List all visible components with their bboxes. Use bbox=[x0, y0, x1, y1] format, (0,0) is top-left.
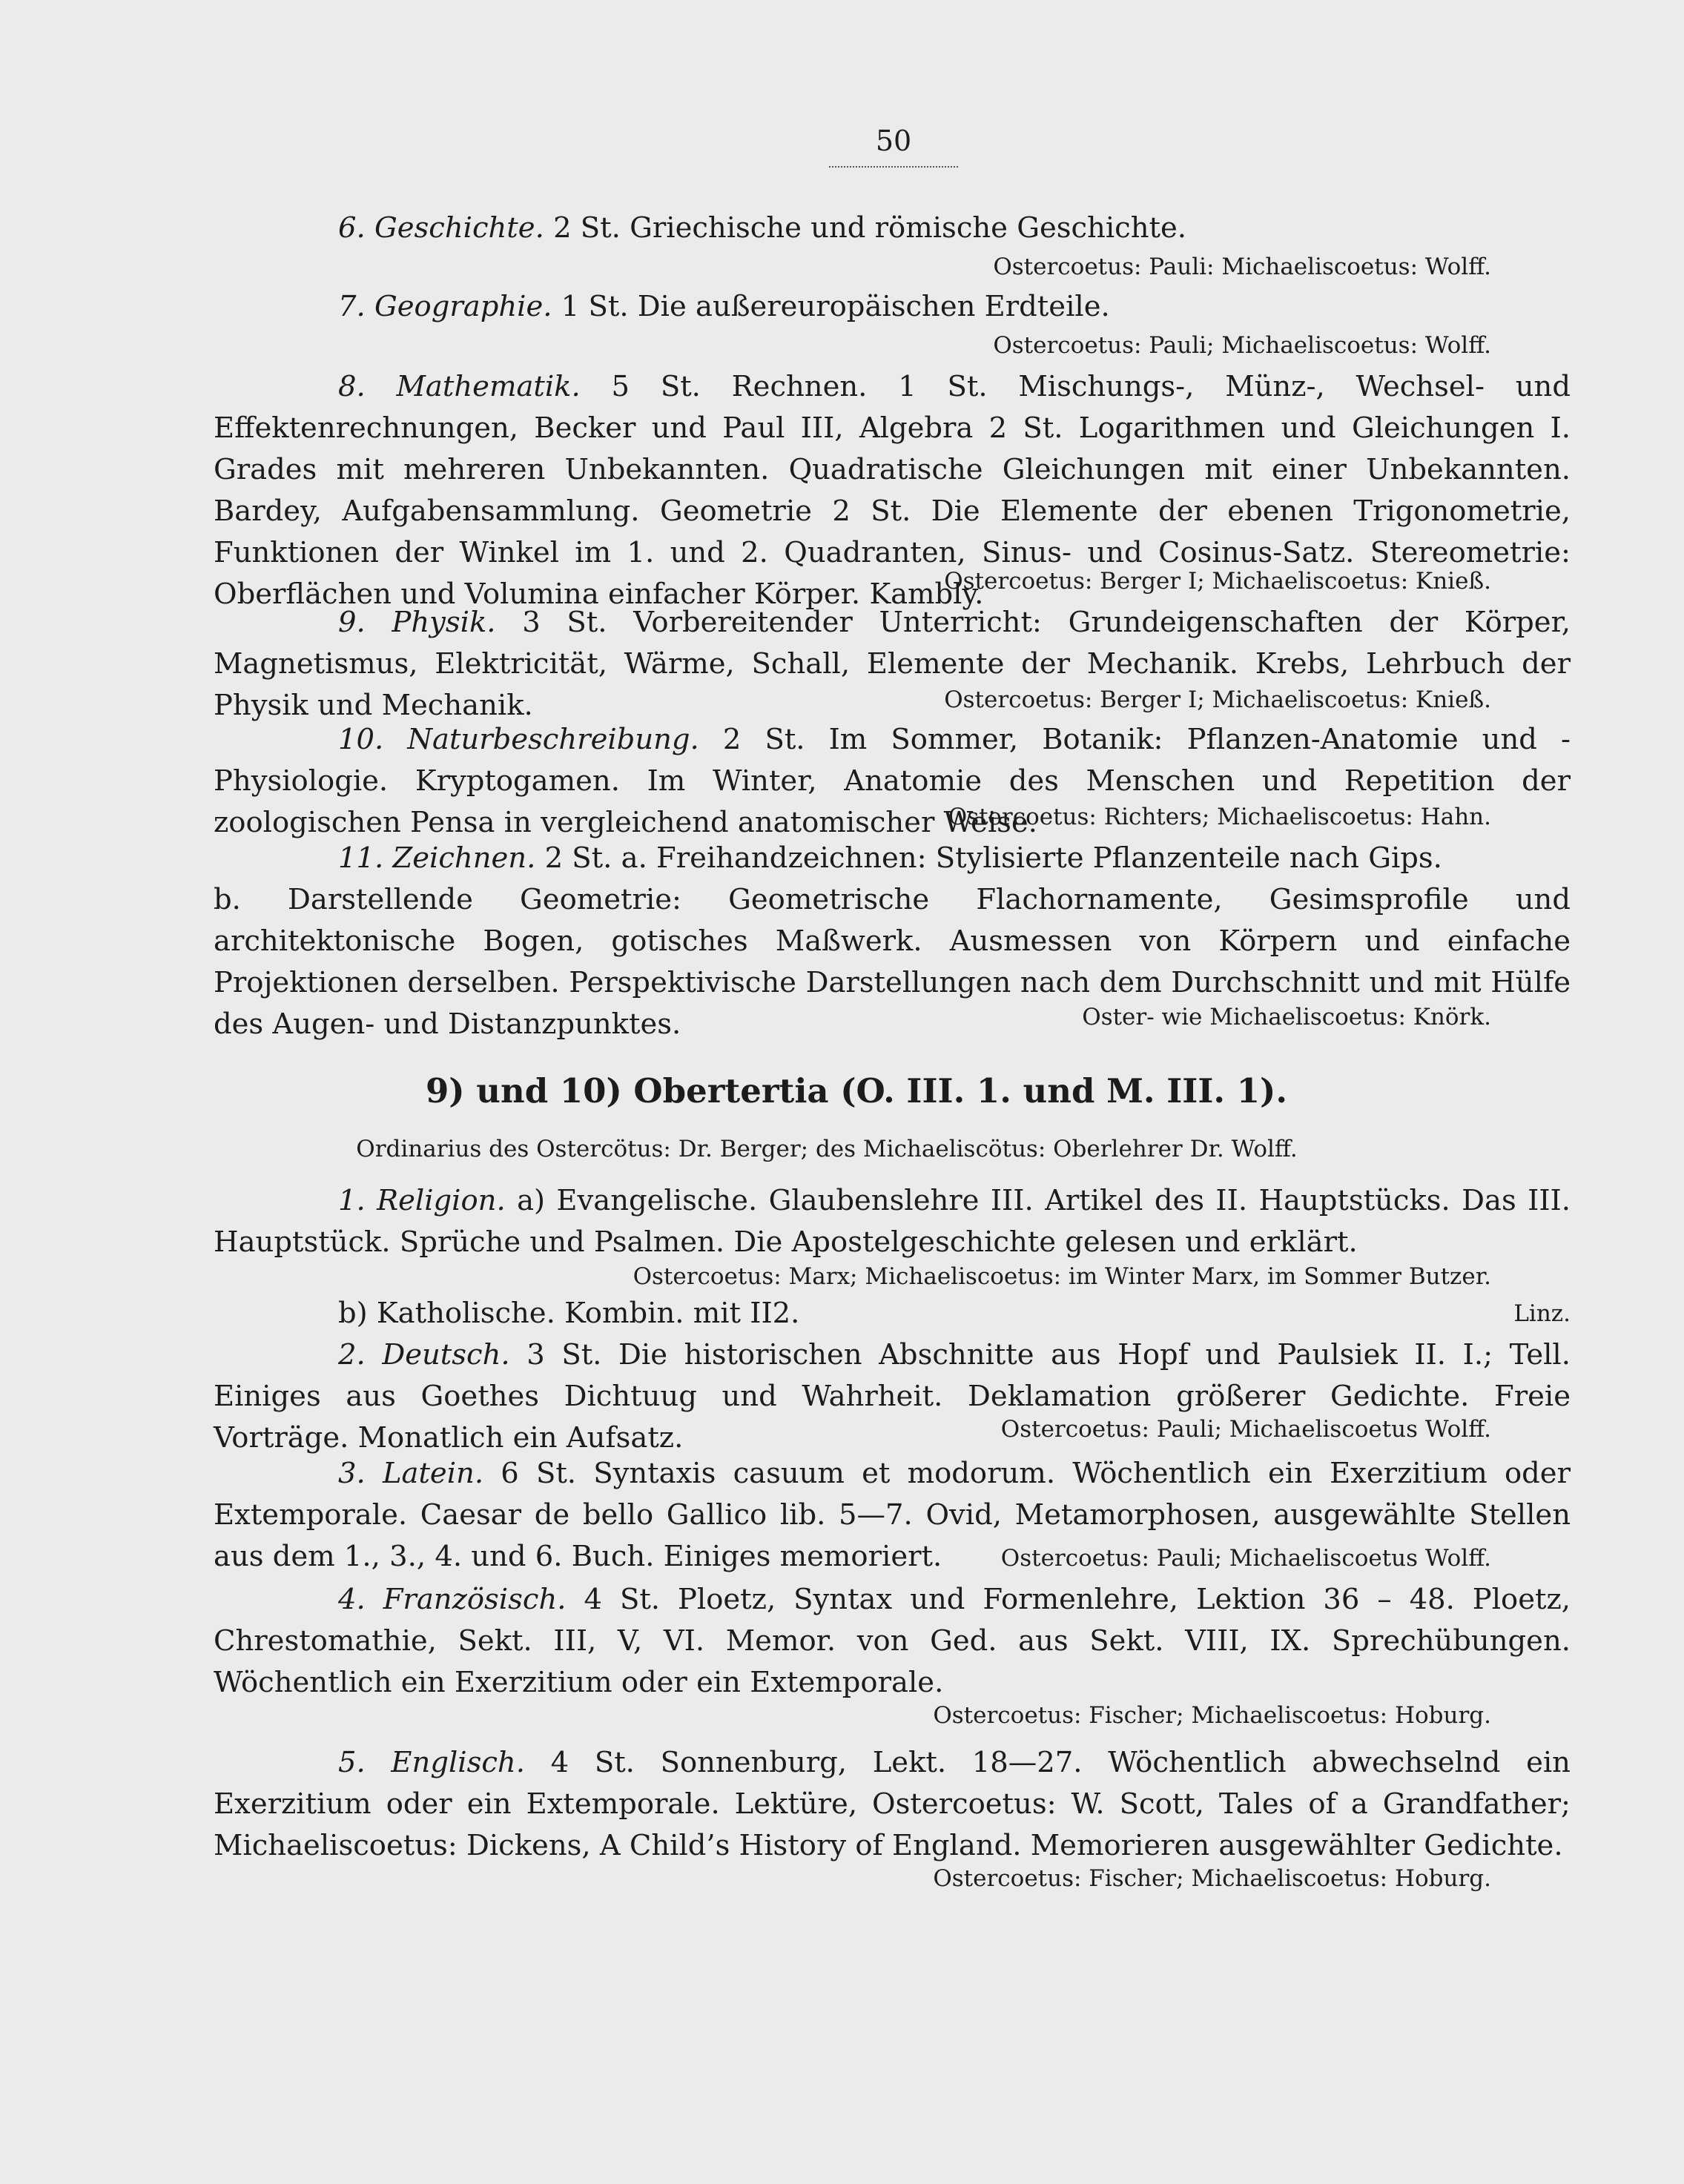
item-number: 11. bbox=[338, 841, 384, 875]
item-number: 5. bbox=[338, 1746, 366, 1779]
item-number: 7. bbox=[338, 290, 366, 323]
subject-title: Naturbeschreibung. bbox=[407, 723, 699, 756]
subject-text: 2 St. Im Sommer, Botanik: Pflanzen-Anatomie und -Physiologie. Kryptogamen. Im Winter, Anatomie des Menschen und Repetition der zoologischen Pensa in vergleichend anatomischer Weise. bbox=[214, 723, 1571, 839]
teachers-line: Ostercoetus: Pauli; Michaeliscoetus Wolff. bbox=[1000, 1416, 1491, 1443]
teachers-line: Ostercoetus: Berger I; Michaeliscoetus: Knieß. bbox=[944, 686, 1491, 713]
teachers-line: Ostercoetus: Richters; Michaeliscoetus: Hahn. bbox=[948, 804, 1491, 830]
teachers-line: Ostercoetus: Fischer; Michaeliscoetus: Hoburg. bbox=[933, 1702, 1491, 1729]
item-number: 6. bbox=[338, 211, 366, 245]
subject-text: 6 St. Syntaxis casuum et modorum. Wöchentlich ein Exerzitium oder Extemporale. Caesar de bello Gallico lib. 5—7. Ovid, Metamorphosen, ausgewählte Stellen aus dem 1., 3., 4. und 6. Buch. Einiges memoriert. bbox=[214, 1457, 1571, 1573]
page-number: 50 bbox=[875, 125, 912, 157]
subject-geschichte bbox=[214, 208, 1571, 249]
teachers-line: Ostercoetus: Berger I; Michaeliscoetus: Knieß. bbox=[944, 568, 1491, 595]
subject-text: 3 St. Die historischen Abschnitte aus Hopf und Paulsiek II. I.; Tell. Einiges aus Goethes Dichtuug und Wahrheit. Deklamation größerer Gedichte. Freie Vorträge. Monatlich ein Aufsatz. bbox=[214, 1338, 1571, 1455]
subject-text: 2 St. Griechische und römische Geschichte. bbox=[553, 211, 1187, 245]
subject-zeichnen bbox=[214, 838, 1571, 879]
teachers-line: Ostercoetus: Pauli; Michaeliscoetus Wolff. bbox=[1000, 1545, 1491, 1572]
subject-text-a: 2 St. a. Freihandzeichnen: Stylisierte Pflanzenteile nach Gips. bbox=[544, 841, 1442, 875]
item-number: 8. bbox=[338, 370, 366, 403]
subject-title: Französisch. bbox=[383, 1583, 567, 1616]
subject-englisch bbox=[214, 1742, 1571, 1867]
subject-text: 4 St. Sonnenburg, Lekt. 18—27. Wöchentlich abwechselnd ein Exerzitium oder ein Extemporale. Lektüre, Ostercoetus: W. Scott, Tales of a Grandfather; Michaeliscoetus: Dickens, A Child’s History of England. Memorieren ausgewählter Gedichte. bbox=[214, 1746, 1571, 1862]
subject-title: Physik. bbox=[392, 606, 496, 639]
item-number: 1. bbox=[338, 1184, 366, 1217]
subject-text: a) Evangelische. Glaubenslehre III. Artikel des II. Hauptstücks. Das III. Hauptstück. Sprüche und Psalmen. Die Apostelgeschichte gelesen und erklärt. bbox=[214, 1184, 1571, 1259]
subject-title: Deutsch. bbox=[382, 1338, 510, 1371]
subject-title: Geschichte. bbox=[374, 211, 544, 245]
subject-title: Geographie. bbox=[374, 290, 552, 323]
subject-title: Englisch. bbox=[391, 1746, 525, 1779]
subject-text: 1 St. Die außereuropäischen Erdteile. bbox=[561, 290, 1110, 323]
item-number: 4. bbox=[338, 1583, 366, 1616]
subject-text-b: b. Darstellende Geometrie: Geometrische Flachornamente, Gesimsprofile und architektonische Bogen, gotisches Maßwerk. Ausmessen von Körpern und einfache Projektionen derselben. Perspektivische Darstellungen nach dem Durchschnitt und mit Hülfe des Augen- und Distanzpunktes. bbox=[214, 883, 1571, 1041]
subject-text: 4 St. Ploetz, Syntax und Formenlehre, Lektion 36 – 48. Ploetz, Chrestomathie, Sekt. III, V, VI. Memor. von Ged. aus Sekt. VIII, IX. Sprechübungen. Wöchentlich ein Exerzitium oder ein Extemporale. bbox=[214, 1583, 1571, 1699]
subject-title: Mathematik. bbox=[396, 370, 581, 403]
subject-text-b: b) Katholische. Kombin. mit II2. bbox=[338, 1297, 800, 1330]
teachers-line: Ostercoetus: Marx; Michaeliscoetus: im Winter Marx, im Sommer Butzer. bbox=[633, 1263, 1491, 1290]
item-number: 9. bbox=[338, 606, 366, 639]
subject-religion-b bbox=[214, 1293, 1571, 1334]
page-number-ornament bbox=[829, 162, 958, 168]
item-number: 3. bbox=[338, 1457, 366, 1490]
item-number: 10. bbox=[338, 723, 384, 756]
teacher-b: Linz. bbox=[1513, 1300, 1571, 1327]
subject-geographie bbox=[214, 286, 1571, 328]
teachers-line: Oster- wie Michaeliscoetus: Knörk. bbox=[1082, 1004, 1491, 1030]
subject-title: Religion. bbox=[377, 1184, 506, 1217]
subject-title: Zeichnen. bbox=[392, 841, 536, 875]
subject-title: Latein. bbox=[382, 1457, 484, 1490]
subject-text: 3 St. Vorbereitender Unterricht: Grundeigenschaften der Körper, Magnetismus, Elektricität, Wärme, Schall, Elemente der Mechanik. Krebs, Lehrbuch der Physik und Mechanik. bbox=[214, 606, 1571, 722]
subject-religion bbox=[214, 1180, 1571, 1263]
teachers-line: Ostercoetus: Fischer; Michaeliscoetus: Hoburg. bbox=[933, 1865, 1491, 1892]
section-heading: 9) und 10) Obertertia (O. III. 1. und M. III. 1). bbox=[425, 1071, 1288, 1111]
subject-text: 5 St. Rechnen. 1 St. Mischungs-, Münz-, Wechsel- und Effektenrechnungen, Becker und Paul III, Algebra 2 St. Logarithmen und Gleichungen I. Grades mit mehreren Unbekannten. Quadratische Gleichungen mit einer Unbekannten. Bardey, Aufgabensammlung. Geometrie 2 St. Die Elemente der ebenen Trigonometrie, Funktionen der Winkel im 1. und 2. Quadranten, Sinus- und Cosinus-Satz. Stereometrie: Oberflächen und Volumina einfacher Körper. Kambly. bbox=[214, 370, 1571, 611]
teachers-line: Ostercoetus: Pauli: Michaeliscoetus: Wolff. bbox=[993, 254, 1491, 280]
item-number: 2. bbox=[338, 1338, 366, 1371]
teachers-line: Ostercoetus: Pauli; Michaeliscoetus: Wolff. bbox=[993, 332, 1491, 359]
ordinarius-line: Ordinarius des Ostercötus: Dr. Berger; des Michaeliscötus: Oberlehrer Dr. Wolff. bbox=[356, 1136, 1298, 1162]
subject-franzoesisch bbox=[214, 1579, 1571, 1704]
